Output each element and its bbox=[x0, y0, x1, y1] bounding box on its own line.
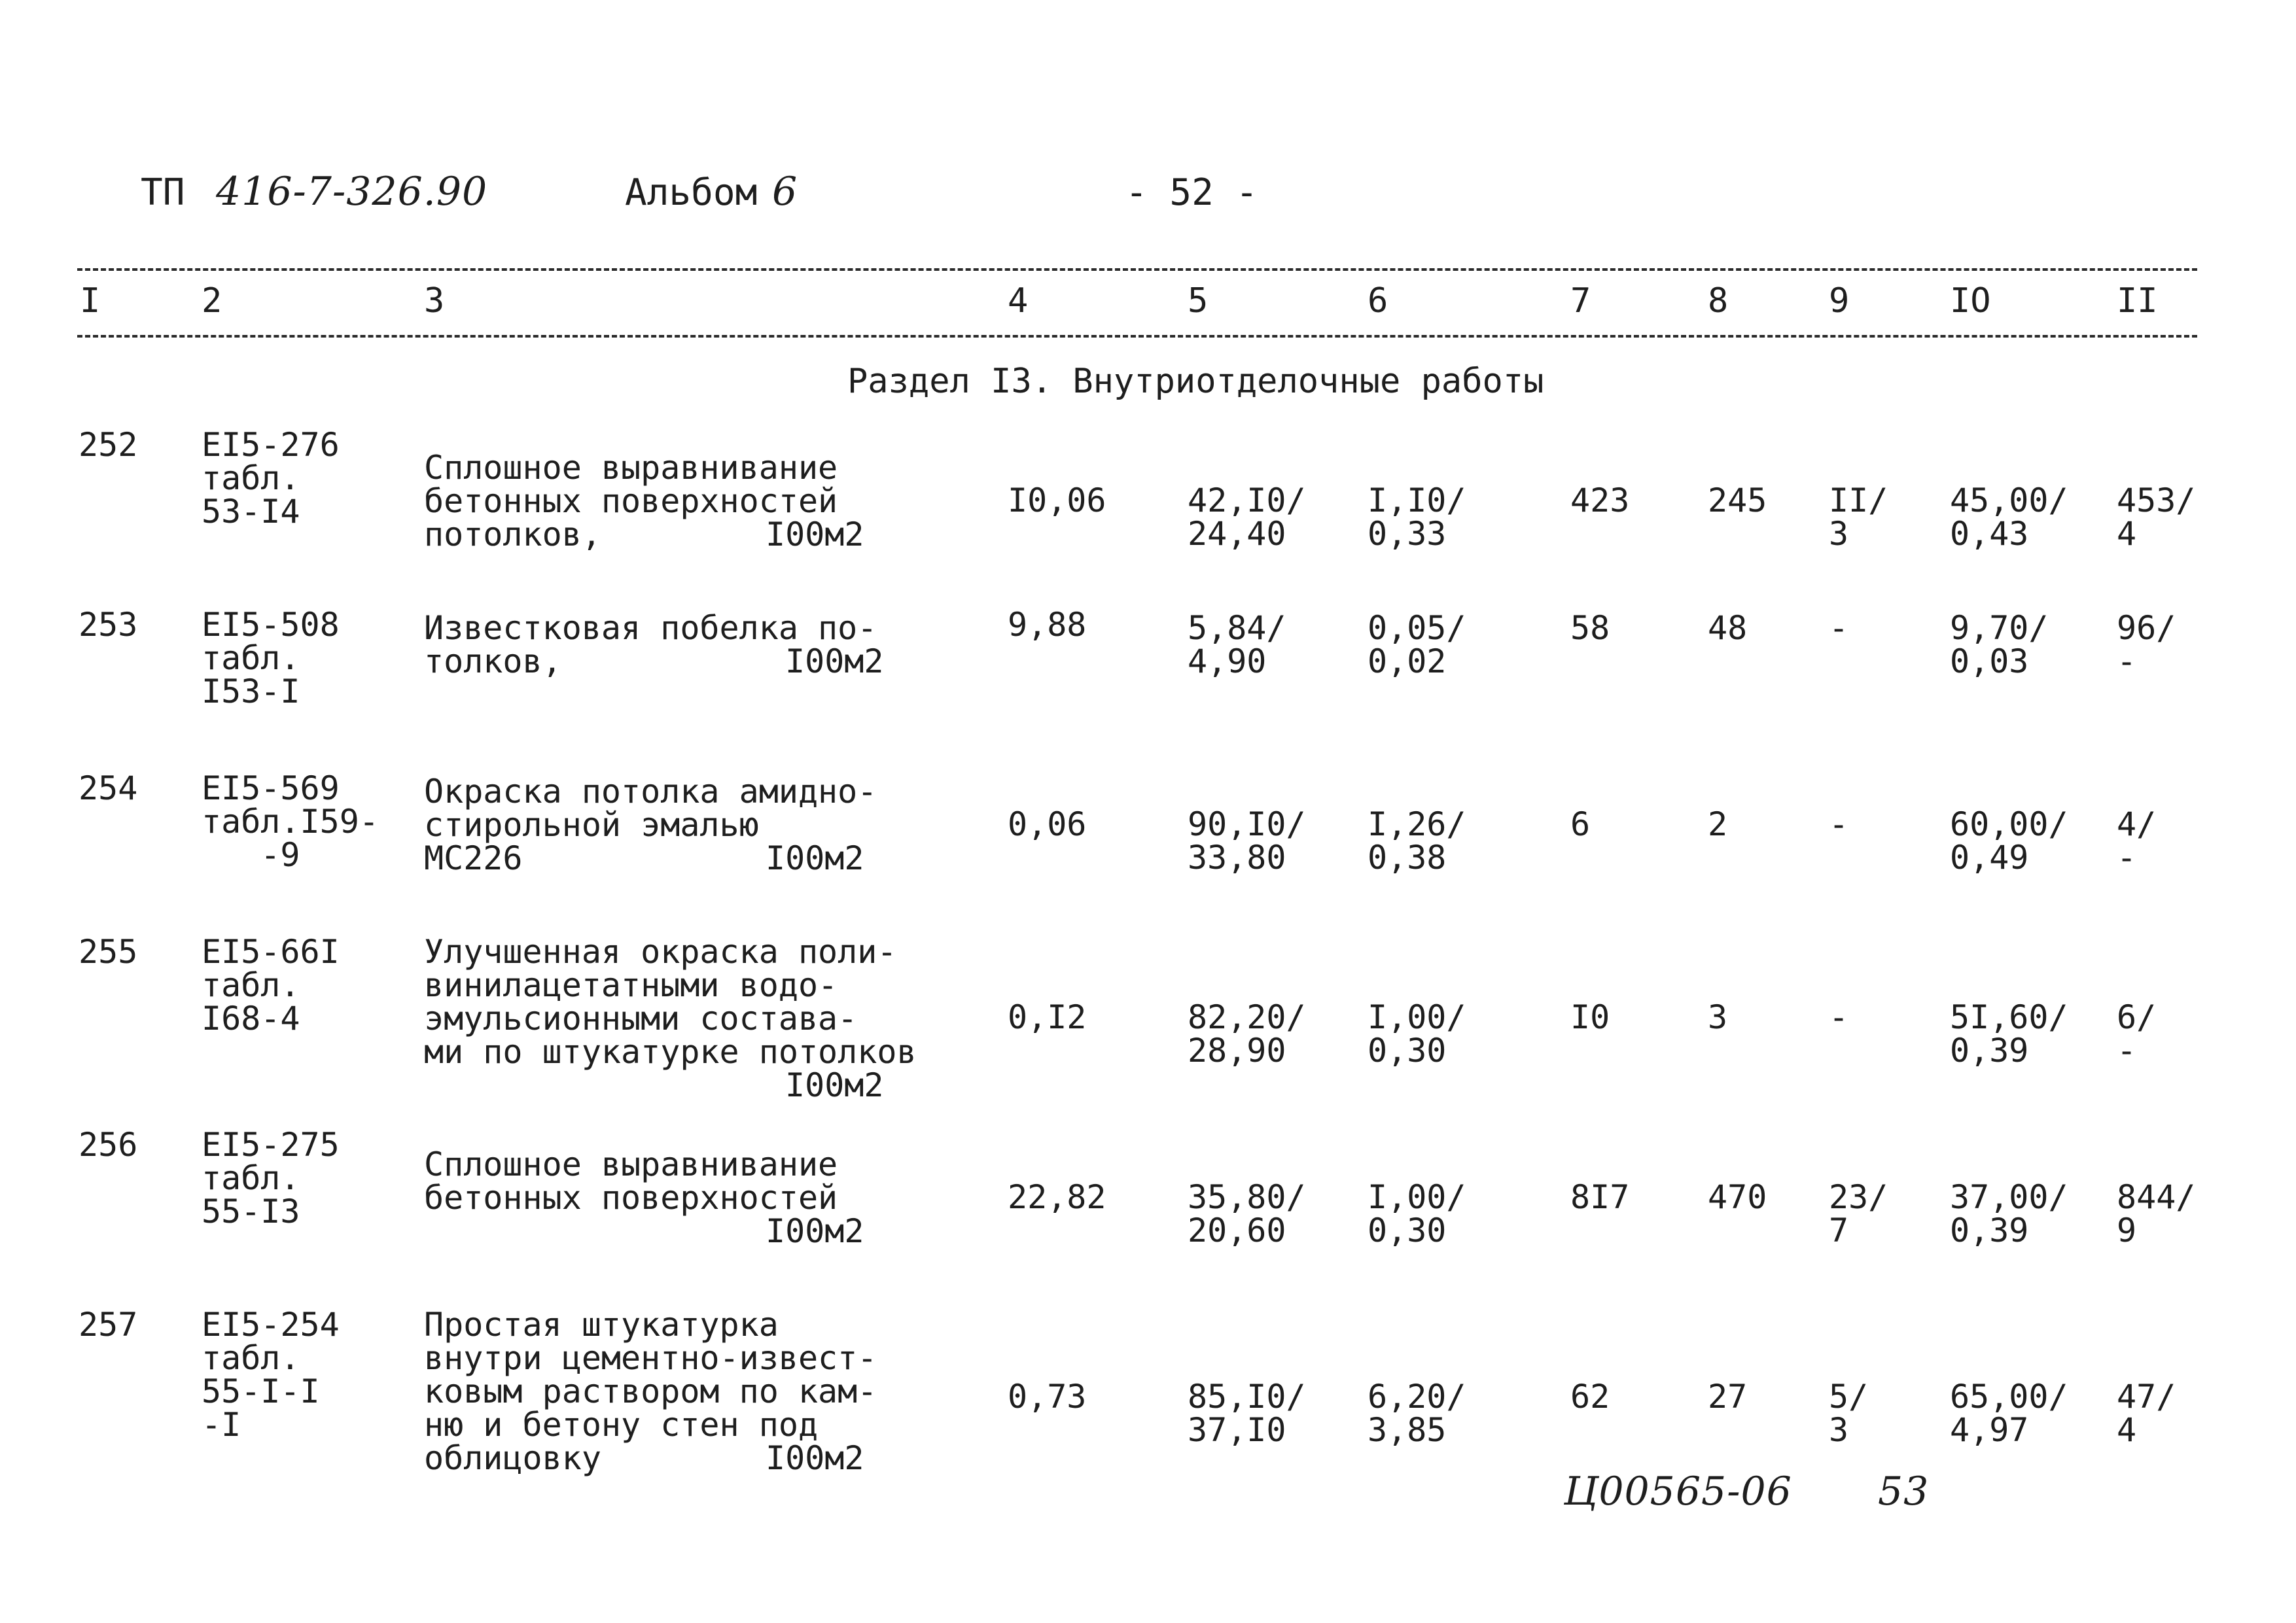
row-col5: 90,I0/ 33,80 bbox=[1188, 805, 1306, 877]
doc-number: 416-7-326.90 bbox=[216, 169, 488, 215]
album-number: 6 bbox=[772, 169, 798, 215]
row-col9: 5/ 3 bbox=[1829, 1378, 1869, 1449]
row-code: EI5-275 табл. 55-I3 bbox=[202, 1126, 340, 1230]
handwritten-page: 53 bbox=[1878, 1469, 1930, 1514]
row-unit: I00м2 bbox=[766, 1212, 864, 1250]
row-col7: 8I7 bbox=[1570, 1178, 1630, 1216]
row-code: EI5-276 табл. 53-I4 bbox=[202, 426, 340, 531]
row-number: 252 bbox=[79, 426, 138, 464]
row-col7: 6 bbox=[1570, 805, 1591, 843]
row-description: Окраска потолка амидно- стирольной эмалью МС226 bbox=[424, 773, 877, 877]
col-header-2: 2 bbox=[202, 281, 222, 321]
row-col8: 3 bbox=[1708, 998, 1728, 1036]
handwritten-code: Ц00565-06 bbox=[1564, 1469, 1792, 1514]
doc-prefix: ТП bbox=[141, 171, 185, 214]
row-col11: 844/ 9 bbox=[2117, 1178, 2196, 1249]
row-col8: 245 bbox=[1708, 481, 1767, 519]
col-header-8: 8 bbox=[1708, 281, 1729, 321]
row-quantity: 0,73 bbox=[1008, 1378, 1087, 1416]
row-col5: 82,20/ 28,90 bbox=[1188, 998, 1306, 1070]
row-code: EI5-569 табл.I59- -9 bbox=[202, 769, 379, 874]
row-col8: 470 bbox=[1708, 1178, 1767, 1216]
col-header-1: I bbox=[80, 281, 101, 321]
row-quantity: 22,82 bbox=[1008, 1178, 1106, 1216]
album-label: Альбом bbox=[625, 171, 758, 214]
row-quantity: 0,I2 bbox=[1008, 998, 1087, 1036]
col-header-5: 5 bbox=[1188, 281, 1209, 321]
row-description: Простая штукатурка внутри цементно-извест- ковым раствором по кам- ню и бетону стен под облицовку bbox=[424, 1306, 877, 1477]
row-col7: 62 bbox=[1570, 1378, 1610, 1416]
row-col9: - bbox=[1829, 609, 1849, 647]
row-col6: 0,05/ 0,02 bbox=[1368, 609, 1466, 680]
row-col7: I0 bbox=[1570, 998, 1610, 1036]
row-col6: I,00/ 0,30 bbox=[1368, 998, 1466, 1070]
row-code: EI5-254 табл. 55-I-I -I bbox=[202, 1306, 340, 1444]
col-header-11: II bbox=[2117, 281, 2158, 321]
row-col11: 6/ - bbox=[2117, 998, 2157, 1070]
row-number: 255 bbox=[79, 933, 138, 971]
row-unit: I00м2 bbox=[766, 515, 864, 553]
row-number: 257 bbox=[79, 1306, 138, 1344]
row-col7: 58 bbox=[1570, 609, 1610, 647]
row-col10: 60,00/ 0,49 bbox=[1950, 805, 2068, 877]
row-code: EI5-66I табл. I68-4 bbox=[202, 933, 340, 1038]
section-title: Раздел I3. Внутриотделочные работы bbox=[847, 362, 1544, 401]
col-header-3: 3 bbox=[424, 281, 445, 321]
row-description: Известковая побелка по- толков, bbox=[424, 609, 877, 680]
row-col9: - bbox=[1829, 805, 1849, 843]
row-col10: 5I,60/ 0,39 bbox=[1950, 998, 2068, 1070]
row-unit: I00м2 bbox=[785, 642, 884, 680]
row-col11: 96/ - bbox=[2117, 609, 2176, 680]
row-col10: 65,00/ 4,97 bbox=[1950, 1378, 2068, 1449]
row-unit: I00м2 bbox=[766, 1439, 864, 1477]
row-description: Сплошное выравнивание бетонных поверхностей bbox=[424, 1145, 838, 1217]
row-col6: I,00/ 0,30 bbox=[1368, 1178, 1466, 1249]
row-unit: I00м2 bbox=[766, 839, 864, 877]
row-quantity: 9,88 bbox=[1008, 606, 1087, 644]
col-header-10: IO bbox=[1950, 281, 1991, 321]
row-col6: I,26/ 0,38 bbox=[1368, 805, 1466, 877]
row-col5: 35,80/ 20,60 bbox=[1188, 1178, 1306, 1249]
row-unit: I00м2 bbox=[785, 1066, 884, 1104]
row-col5: 5,84/ 4,90 bbox=[1188, 609, 1286, 680]
row-number: 254 bbox=[79, 769, 138, 807]
row-col8: 48 bbox=[1708, 609, 1748, 647]
row-code: EI5-508 табл. I53-I bbox=[202, 606, 340, 710]
row-col11: 4/ - bbox=[2117, 805, 2157, 877]
col-header-6: 6 bbox=[1368, 281, 1388, 321]
row-quantity: I0,06 bbox=[1008, 481, 1106, 519]
col-header-7: 7 bbox=[1570, 281, 1591, 321]
col-header-9: 9 bbox=[1829, 281, 1850, 321]
col-header-4: 4 bbox=[1008, 281, 1029, 321]
row-number: 253 bbox=[79, 606, 138, 644]
row-col6: I,I0/ 0,33 bbox=[1368, 481, 1466, 553]
row-col5: 85,I0/ 37,I0 bbox=[1188, 1378, 1306, 1449]
row-col6: 6,20/ 3,85 bbox=[1368, 1378, 1466, 1449]
page-number: - 52 - bbox=[1125, 171, 1258, 214]
row-col7: 423 bbox=[1570, 481, 1630, 519]
row-col9: - bbox=[1829, 998, 1849, 1036]
row-description: Улучшенная окраска поли- винилацетатными водо- эмульсионными состава- ми по штукатурке потолков bbox=[424, 933, 917, 1071]
row-col11: 47/ 4 bbox=[2117, 1378, 2176, 1449]
row-col10: 45,00/ 0,43 bbox=[1950, 481, 2068, 553]
row-col10: 37,00/ 0,39 bbox=[1950, 1178, 2068, 1249]
row-col9: II/ 3 bbox=[1829, 481, 1888, 553]
top-rule bbox=[77, 268, 2197, 271]
row-col10: 9,70/ 0,03 bbox=[1950, 609, 2049, 680]
row-col9: 23/ 7 bbox=[1829, 1178, 1888, 1249]
row-description: Сплошное выравнивание бетонных поверхностей потолков, bbox=[424, 449, 838, 553]
row-col8: 2 bbox=[1708, 805, 1728, 843]
column-header-rule bbox=[77, 335, 2197, 338]
row-col8: 27 bbox=[1708, 1378, 1748, 1416]
row-quantity: 0,06 bbox=[1008, 805, 1087, 843]
row-col5: 42,I0/ 24,40 bbox=[1188, 481, 1306, 553]
row-number: 256 bbox=[79, 1126, 138, 1164]
row-col11: 453/ 4 bbox=[2117, 481, 2196, 553]
